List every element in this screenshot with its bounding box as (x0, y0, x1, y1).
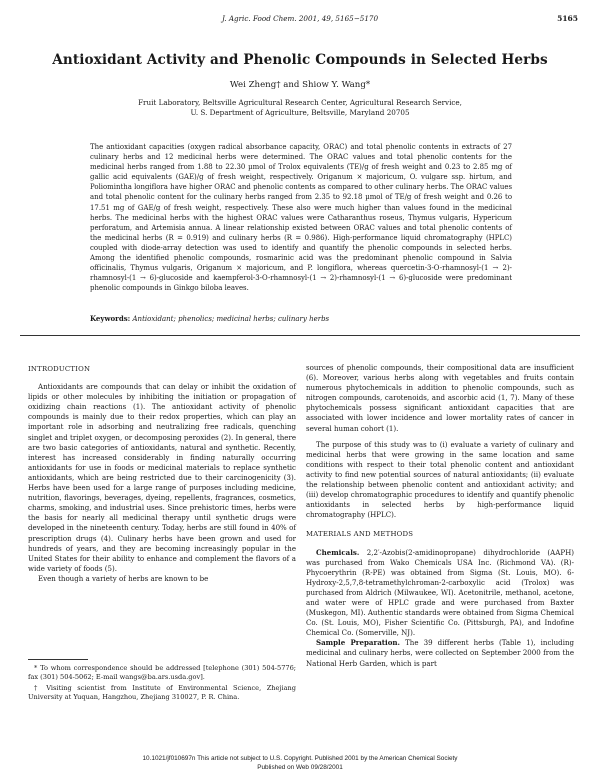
page-footer (0, 755, 600, 772)
section-divider (20, 335, 580, 336)
footer-copyright-line: 10.1021/jf010697n This article not subject to U.S. Copyright. Published 2001 by the American Chemical Society (142, 755, 458, 762)
journal-citation: J. Agric. Food Chem. 2001, 49, 5165−5170 (221, 14, 379, 23)
page-number: 5165 (557, 14, 578, 23)
introduction-heading: INTRODUCTION (28, 365, 91, 373)
affiliation-line-2: U. S. Department of Agriculture, Beltsville, Maryland 20705 (190, 108, 410, 117)
intro-paragraph-1: Antioxidants are compounds that can delay or inhibit the oxidation of lipids or other molecules by inhibiting the initiation or propagation of oxidizing chain reactions (1). The antioxidant activity of phenolic compounds is mainly due to their redox properties, which can play an important role in adsorbing and neutralizing free radicals, quenching singlet and triplet oxygen, or decomposing peroxides (2). In general, there are two basic categories of antioxidants, natural and synthetic. Recently, interest has increased considerably in finding naturally occurring antioxidants for use in foods or medicinal materials to replace synthetic antioxidants, which are being restricted due to their carcinogenicity (3). Herbs have been used for a large range of purposes including medicine, nutrition, flavorings, beverages, dyeing, repellents, fragrances, cosmetics, charms, smoking, and industrial uses. Since prehistoric times, herbs were the basis for nearly all medicinal therapy until synthetic drugs were developed in the nineteenth century. Today, herbs are still found in 40% of prescription drugs (4). Culinary herbs have been grown and used for hundreds of years, and they are becoming increasingly popular in the United States for their ability to enhance and complement the flavors of a wide variety of foods (5). (28, 382, 296, 573)
affiliation-line-1: Fruit Laboratory, Beltsville Agricultural Research Center, Agricultural Research Service, (138, 98, 462, 107)
footnote-visiting: † Visiting scientist from Institute of Environmental Science, Zhejiang University at Yuquan, Hangzhou, Zhejiang 310027, P. R. China. (28, 683, 296, 702)
study-purpose-paragraph: The purpose of this study was to (i) evaluate a variety of culinary and medicinal herbs that were growing in the same location and same conditions with respect to their total phenolic content and antioxidant activity to find new potential sources of natural antioxidants; (ii) evaluate the relationship between phenolic content and antioxidant activity; and (iii) develop chromatographic procedures to identify and quantify phenolic antioxidants in selected herbs by high-performance liquid chromatography (HPLC). (306, 439, 574, 520)
intro-paragraph-2: Even though a variety of herbs are known to be (38, 573, 209, 583)
intro-continued-paragraph: sources of phenolic compounds, their compositional data are insufficient (6). Moreover, various herbs along with vegetables and fruits contain numerous phytochemicals in addition to phenolic compounds, such as nitrogen compounds, carotenoids, and ascorbic acid (1, 7). Many of these phytochemicals possess significant antioxidant capacities that are associated with lower incidence and lower mortality rates of cancer in several human cohort (1). (306, 363, 574, 433)
keywords (90, 314, 512, 323)
footnote-corresponding: * To whom correspondence should be addressed [telephone (301) 504-5776; fax (301) 504-5062; E-mail wangs@ba.ars.usda.gov]. (28, 664, 296, 682)
heading-spacer (28, 374, 296, 382)
chemicals-label: Chemicals. (316, 547, 360, 557)
chemicals-text: 2,2′-Azobis(2-amidinopropane) dihydrochloride (AAPH) was purchased from Wako Chemicals USA Inc. (Richmond VA). (R)-Phycoerythrin (R-PE) was obtained from Sigma (St. Louis, MO). 6-Hydroxy-2,5,7,8-tetramethylchroman-2-carboxylic acid (Trolox) was purchased from Aldrich (Milwaukee, WI). Acetonitrile, methanol, acetone, and water were of HPLC grade and were purchased from Baxter (Muskegon, MI). Authentic standards were obtained from Sigma Chemical Co. (St. Louis, MO), Fisher Scientific Co. (Pittsburgh, PA), and Indofine Chemical Co. (Somerville, NJ). (306, 547, 574, 638)
keywords-text: Antioxidant; phenolics; medicinal herbs; culinary herbs (132, 315, 330, 323)
right-column (306, 363, 574, 669)
article-title: Antioxidant Activity and Phenolic Compounds in Selected Herbs (52, 52, 548, 68)
footer-publish-date: Published on Web 09/28/2001 (257, 763, 343, 771)
sample-preparation-text: The 39 different herbs (Table 1), including medicinal and culinary herbs, were collected on September 2000 from the National Herb Garden, which is part (306, 638, 574, 668)
sample-preparation-label: Sample Preparation. (316, 638, 400, 648)
author-affiliation (0, 98, 600, 118)
footnotes (28, 664, 296, 704)
abstract-text: The antioxidant capacities (oxygen radical absorbance capacity, ORAC) and total phenolic contents in extracts of 27 culinary herbs and 12 medicinal herbs were determined. The ORAC values and total phenolic contents for the medicinal herbs ranged from 1.88 to 22.30 µmol of Trolox equivalents (TE)/g of fresh weight and 0.23 to 2.85 mg of gallic acid equivalents (GAE)/g of fresh weight, respectively. Origanum × majoricum, O. vulgare ssp. hirtum, and Poliomintha longiflora have higher ORAC and phenolic contents as compared to other culinary herbs. The ORAC values and total phenolic content for the culinary herbs ranged from 2.35 to 92.18 µmol of TE/g of fresh weight and 0.26 to 17.51 mg of GAE/g of fresh weight, respectively. These also were much higher than values found in the medicinal herbs. The medicinal herbs with the highest ORAC values were Catharanthus roseus, Thymus vulgaris, Hypericum perforatum, and Artemisia annua. A linear relationship existed between ORAC values and total phenolic contents of the medicinal herbs (R = 0.919) and culinary herbs (R = 0.986). High-performance liquid chromatography (HPLC) coupled with diode-array detection was used to identify and quantify the phenolic compounds in selected herbs. Among the identified phenolic compounds, rosmarinic acid was the predominant phenolic compound in Salvia officinalis, Thymus vulgaris, Origanum × majoricum, and P. longiflora, whereas quercetin-3-O-rhamnosyl-(1 → 2)-rhamnosyl-(1 → 6)-glucoside and kaempferol-3-O-rhamnosyl-(1 → 2)-rhamnosyl-(1 → 6)-glucoside were predominant phenolic compounds in Ginkgo biloba leaves. (90, 143, 512, 293)
chemicals-paragraph (306, 548, 574, 639)
footnote-divider (28, 659, 88, 660)
heading-spacer-2 (306, 540, 574, 548)
article-authors: Wei Zheng† and Shiow Y. Wang* (229, 80, 371, 90)
keywords-label: Keywords: (90, 314, 131, 323)
abstract (90, 142, 512, 293)
methods-heading: MATERIALS AND METHODS (306, 530, 414, 539)
left-column (28, 364, 296, 584)
sample-preparation-paragraph (306, 638, 574, 668)
section-spacer (306, 520, 574, 529)
